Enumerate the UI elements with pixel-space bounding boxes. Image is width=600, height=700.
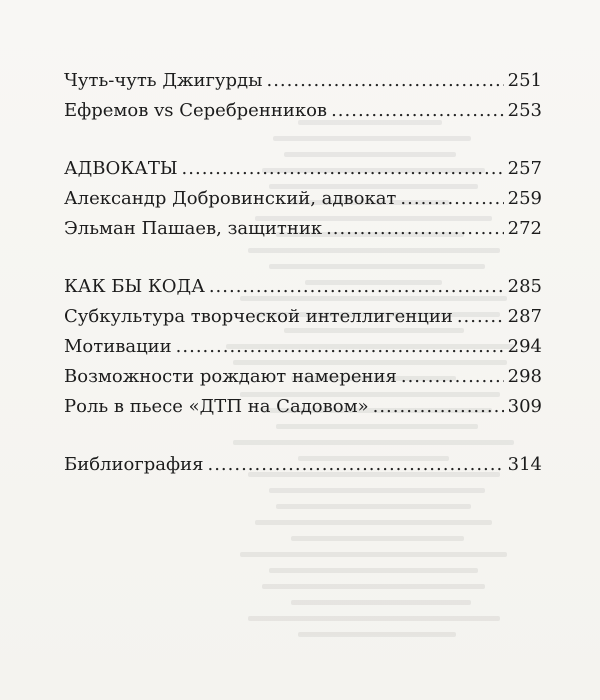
toc-entry-title: Роль в пьесе «ДТП на Садовом» bbox=[64, 396, 369, 417]
toc-entry bbox=[64, 214, 542, 244]
toc-entry-title: Чуть-чуть Джигурды bbox=[64, 70, 263, 91]
toc-entry-page: 298 bbox=[507, 366, 542, 387]
toc-entry bbox=[64, 302, 542, 332]
dot-leader bbox=[331, 96, 504, 126]
toc-section-title: КАК БЫ КОДА bbox=[64, 276, 205, 297]
toc-entry-page: 272 bbox=[507, 218, 542, 239]
toc-section-title: Библиография bbox=[64, 454, 204, 475]
toc-entry-title: Возможности рождают намерения bbox=[64, 366, 397, 387]
toc-entry-title: Мотивации bbox=[64, 336, 172, 357]
dot-leader bbox=[457, 302, 504, 332]
toc-entry bbox=[64, 392, 542, 422]
toc-section-heading bbox=[64, 154, 542, 184]
toc-entry bbox=[64, 362, 542, 392]
dot-leader bbox=[209, 272, 504, 302]
toc-entry bbox=[64, 96, 542, 126]
toc-entry-title: Ефремов vs Серебренников bbox=[64, 100, 328, 121]
toc-section-page: 285 bbox=[507, 276, 542, 297]
toc-entry-title: Эльман Пашаев, защитник bbox=[64, 218, 323, 239]
toc-entry-page: 253 bbox=[507, 100, 542, 121]
toc-entry-title: Александр Добровинский, адвокат bbox=[64, 188, 397, 209]
dot-leader bbox=[326, 214, 504, 244]
toc-entry-page: 294 bbox=[507, 336, 542, 357]
table-of-contents bbox=[64, 66, 542, 480]
toc-section-title: АДВОКАТЫ bbox=[64, 158, 178, 179]
dot-leader bbox=[176, 332, 504, 362]
dot-leader bbox=[400, 184, 503, 214]
toc-entry bbox=[64, 184, 542, 214]
toc-entry-page: 309 bbox=[507, 396, 542, 417]
dot-leader bbox=[373, 392, 504, 422]
toc-section-page: 257 bbox=[507, 158, 542, 179]
dot-leader bbox=[401, 362, 504, 392]
toc-entry-page: 259 bbox=[507, 188, 542, 209]
toc-entry-title: Субкультура творческой интеллигенции bbox=[64, 306, 453, 327]
toc-section-heading bbox=[64, 450, 542, 480]
dot-leader bbox=[207, 450, 503, 480]
toc-entry-page: 251 bbox=[507, 70, 542, 91]
toc-entry-page: 287 bbox=[507, 306, 542, 327]
dot-leader bbox=[182, 154, 504, 184]
toc-entry bbox=[64, 332, 542, 362]
toc-section-heading bbox=[64, 272, 542, 302]
dot-leader bbox=[266, 66, 503, 96]
toc-section-page: 314 bbox=[507, 454, 542, 475]
toc-entry bbox=[64, 66, 542, 96]
